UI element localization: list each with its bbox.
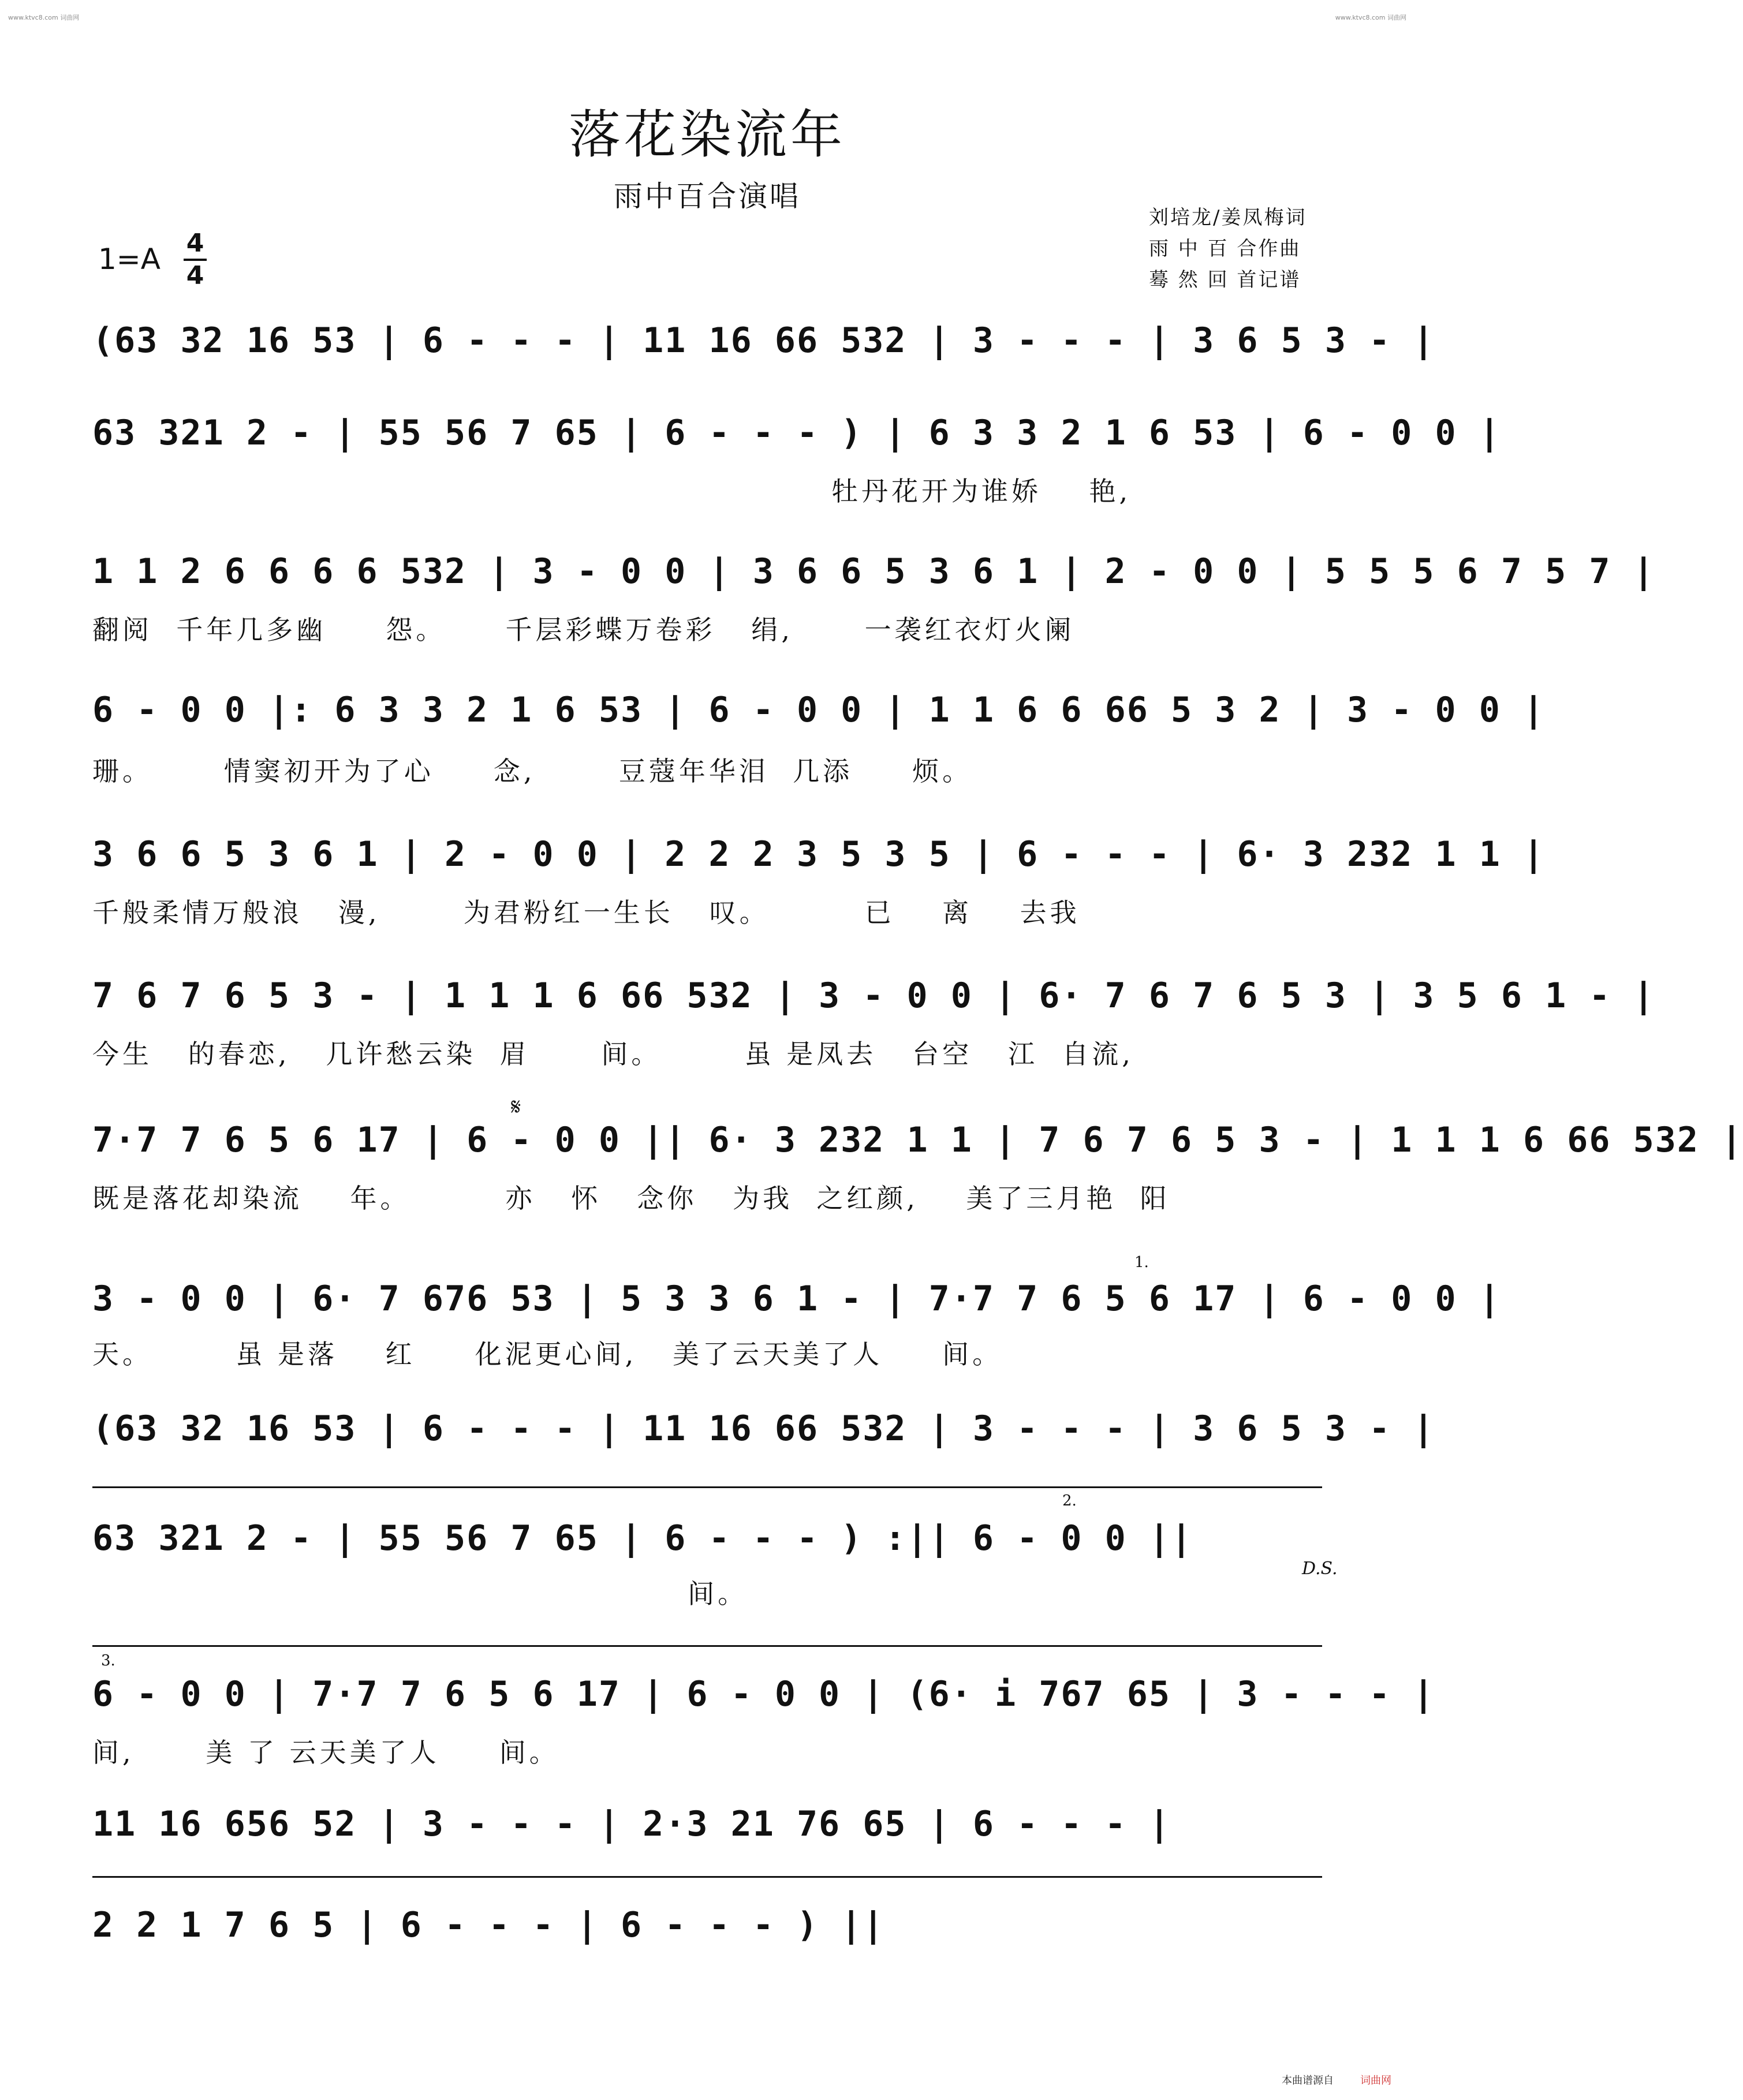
system-rule	[92, 1486, 1322, 1488]
score-row-13: 2 2 1 7 6 5 | 6 - - - | 6 - - - ) ||	[92, 1905, 885, 1945]
lyrics-row-2: 牡丹花开为谁娇 艳,	[831, 476, 1132, 507]
lyrics-row-6: 今生 的春恋, 几许愁云染 眉 间。 虽 是凤去 台空 江 自流,	[92, 1038, 1134, 1070]
time-signature	[184, 229, 207, 291]
score-row-8: 3 - 0 0 | 6· 7 676 53 | 5 3 3 6 1 - | 7·7 7 6 5 6 17 | 6 - 0 0 |	[92, 1279, 1501, 1319]
credits	[1149, 202, 1307, 296]
score-row-2: 63 321 2 - | 55 56 7 65 | 6 - - - ) | 6 3 3 2 1 6 53 | 6 - 0 0 |	[92, 413, 1501, 453]
segno-sign: 𝄋	[511, 1094, 521, 1120]
time-signature-top: 4	[186, 229, 204, 258]
lyrics-row-11: 间, 美 了 云天美了人 间。	[92, 1737, 559, 1768]
singer-line: 雨中百合演唱	[614, 180, 801, 213]
score-row-11: 6 - 0 0 | 7·7 7 6 5 6 17 | 6 - 0 0 | (6· i 767 65 | 3 - - - |	[92, 1674, 1435, 1714]
footer-site-logo: 词曲网	[1360, 2075, 1391, 2087]
lyrics-row-4: 珊。 情窦初开为了心 念, 豆蔻年华泪 几添 烦。	[92, 756, 973, 787]
score-row-1: (63 32 16 53 | 6 - - - | 11 16 66 532 | 3 - - - | 3 6 5 3 - |	[92, 320, 1435, 361]
score-row-4: 6 - 0 0 |: 6 3 3 2 1 6 53 | 6 - 0 0 | 1 1 6 6 66 5 3 2 | 3 - 0 0 |	[92, 690, 1546, 730]
lyrics-row-10: 间。	[92, 1578, 748, 1609]
time-signature-bottom: 4	[186, 261, 204, 290]
score-row-6: 7 6 7 6 5 3 - | 1 1 1 6 66 532 | 3 - 0 0 | 6· 7 6 7 6 5 3 | 3 5 6 1 - |	[92, 976, 1655, 1016]
composer-credit: 雨 中 百 合作曲	[1149, 237, 1301, 260]
volta-3-label: 3.	[101, 1652, 115, 1669]
system-rule	[92, 1876, 1322, 1878]
song-title: 落花染流年	[569, 104, 846, 165]
lyrics-row-7: 既是落花却染流 年。 亦 怀 念你 为我 之红颜, 美了三月艳 阳	[92, 1183, 1170, 1214]
footer-source-label: 本曲谱源自	[1282, 2075, 1334, 2087]
lyrics-row-8: 天。 虽 是落 红 化泥更心间, 美了云天美了人 间。	[92, 1339, 1003, 1370]
score-row-9: (63 32 16 53 | 6 - - - | 11 16 66 532 | 3 - - - | 3 6 5 3 - |	[92, 1408, 1435, 1449]
system-rule	[92, 1645, 1322, 1647]
score-row-3: 1 1 2 6 6 6 6 532 | 3 - 0 0 | 3 6 6 5 3 6 1 | 2 - 0 0 | 5 5 5 6 7 5 7 |	[92, 551, 1655, 592]
score-row-10: 63 321 2 - | 55 56 7 65 | 6 - - - ) :|| 6 - 0 0 ||	[92, 1518, 1193, 1559]
watermark-right: www.ktvc8.com 词曲网	[1335, 14, 1406, 21]
volta-1-label: 1.	[1134, 1254, 1149, 1271]
score-row-7: 7·7 7 6 5 6 17 | 6 - 0 0 || 6· 3 232 1 1 | 7 6 7 6 5 3 - | 1 1 1 6 66 532 |	[92, 1120, 1743, 1160]
lyricist-credit: 刘培龙/姜凤梅词	[1149, 206, 1307, 229]
dal-segno-mark: D.S.	[1302, 1559, 1338, 1579]
score-row-5: 3 6 6 5 3 6 1 | 2 - 0 0 | 2 2 2 3 5 3 5 | 6 - - - | 6· 3 232 1 1 |	[92, 834, 1546, 875]
score-row-12: 11 16 656 52 | 3 - - - | 2·3 21 76 65 | 6 - - - |	[92, 1804, 1171, 1844]
lyrics-row-5: 千般柔情万般浪 漫, 为君粉红一生长 叹。 已 离 去我	[92, 897, 1080, 928]
transcriber-credit: 蓦 然 回 首记谱	[1149, 268, 1301, 292]
lyrics-row-3: 翻阅 千年几多幽 怨。 千层彩蝶万卷彩 绢, 一袭红衣灯火阑	[92, 614, 1075, 645]
watermark-left: www.ktvc8.com 词曲网	[8, 14, 80, 21]
volta-2-label: 2.	[1062, 1492, 1077, 1509]
key-signature: 1=A	[98, 242, 161, 276]
